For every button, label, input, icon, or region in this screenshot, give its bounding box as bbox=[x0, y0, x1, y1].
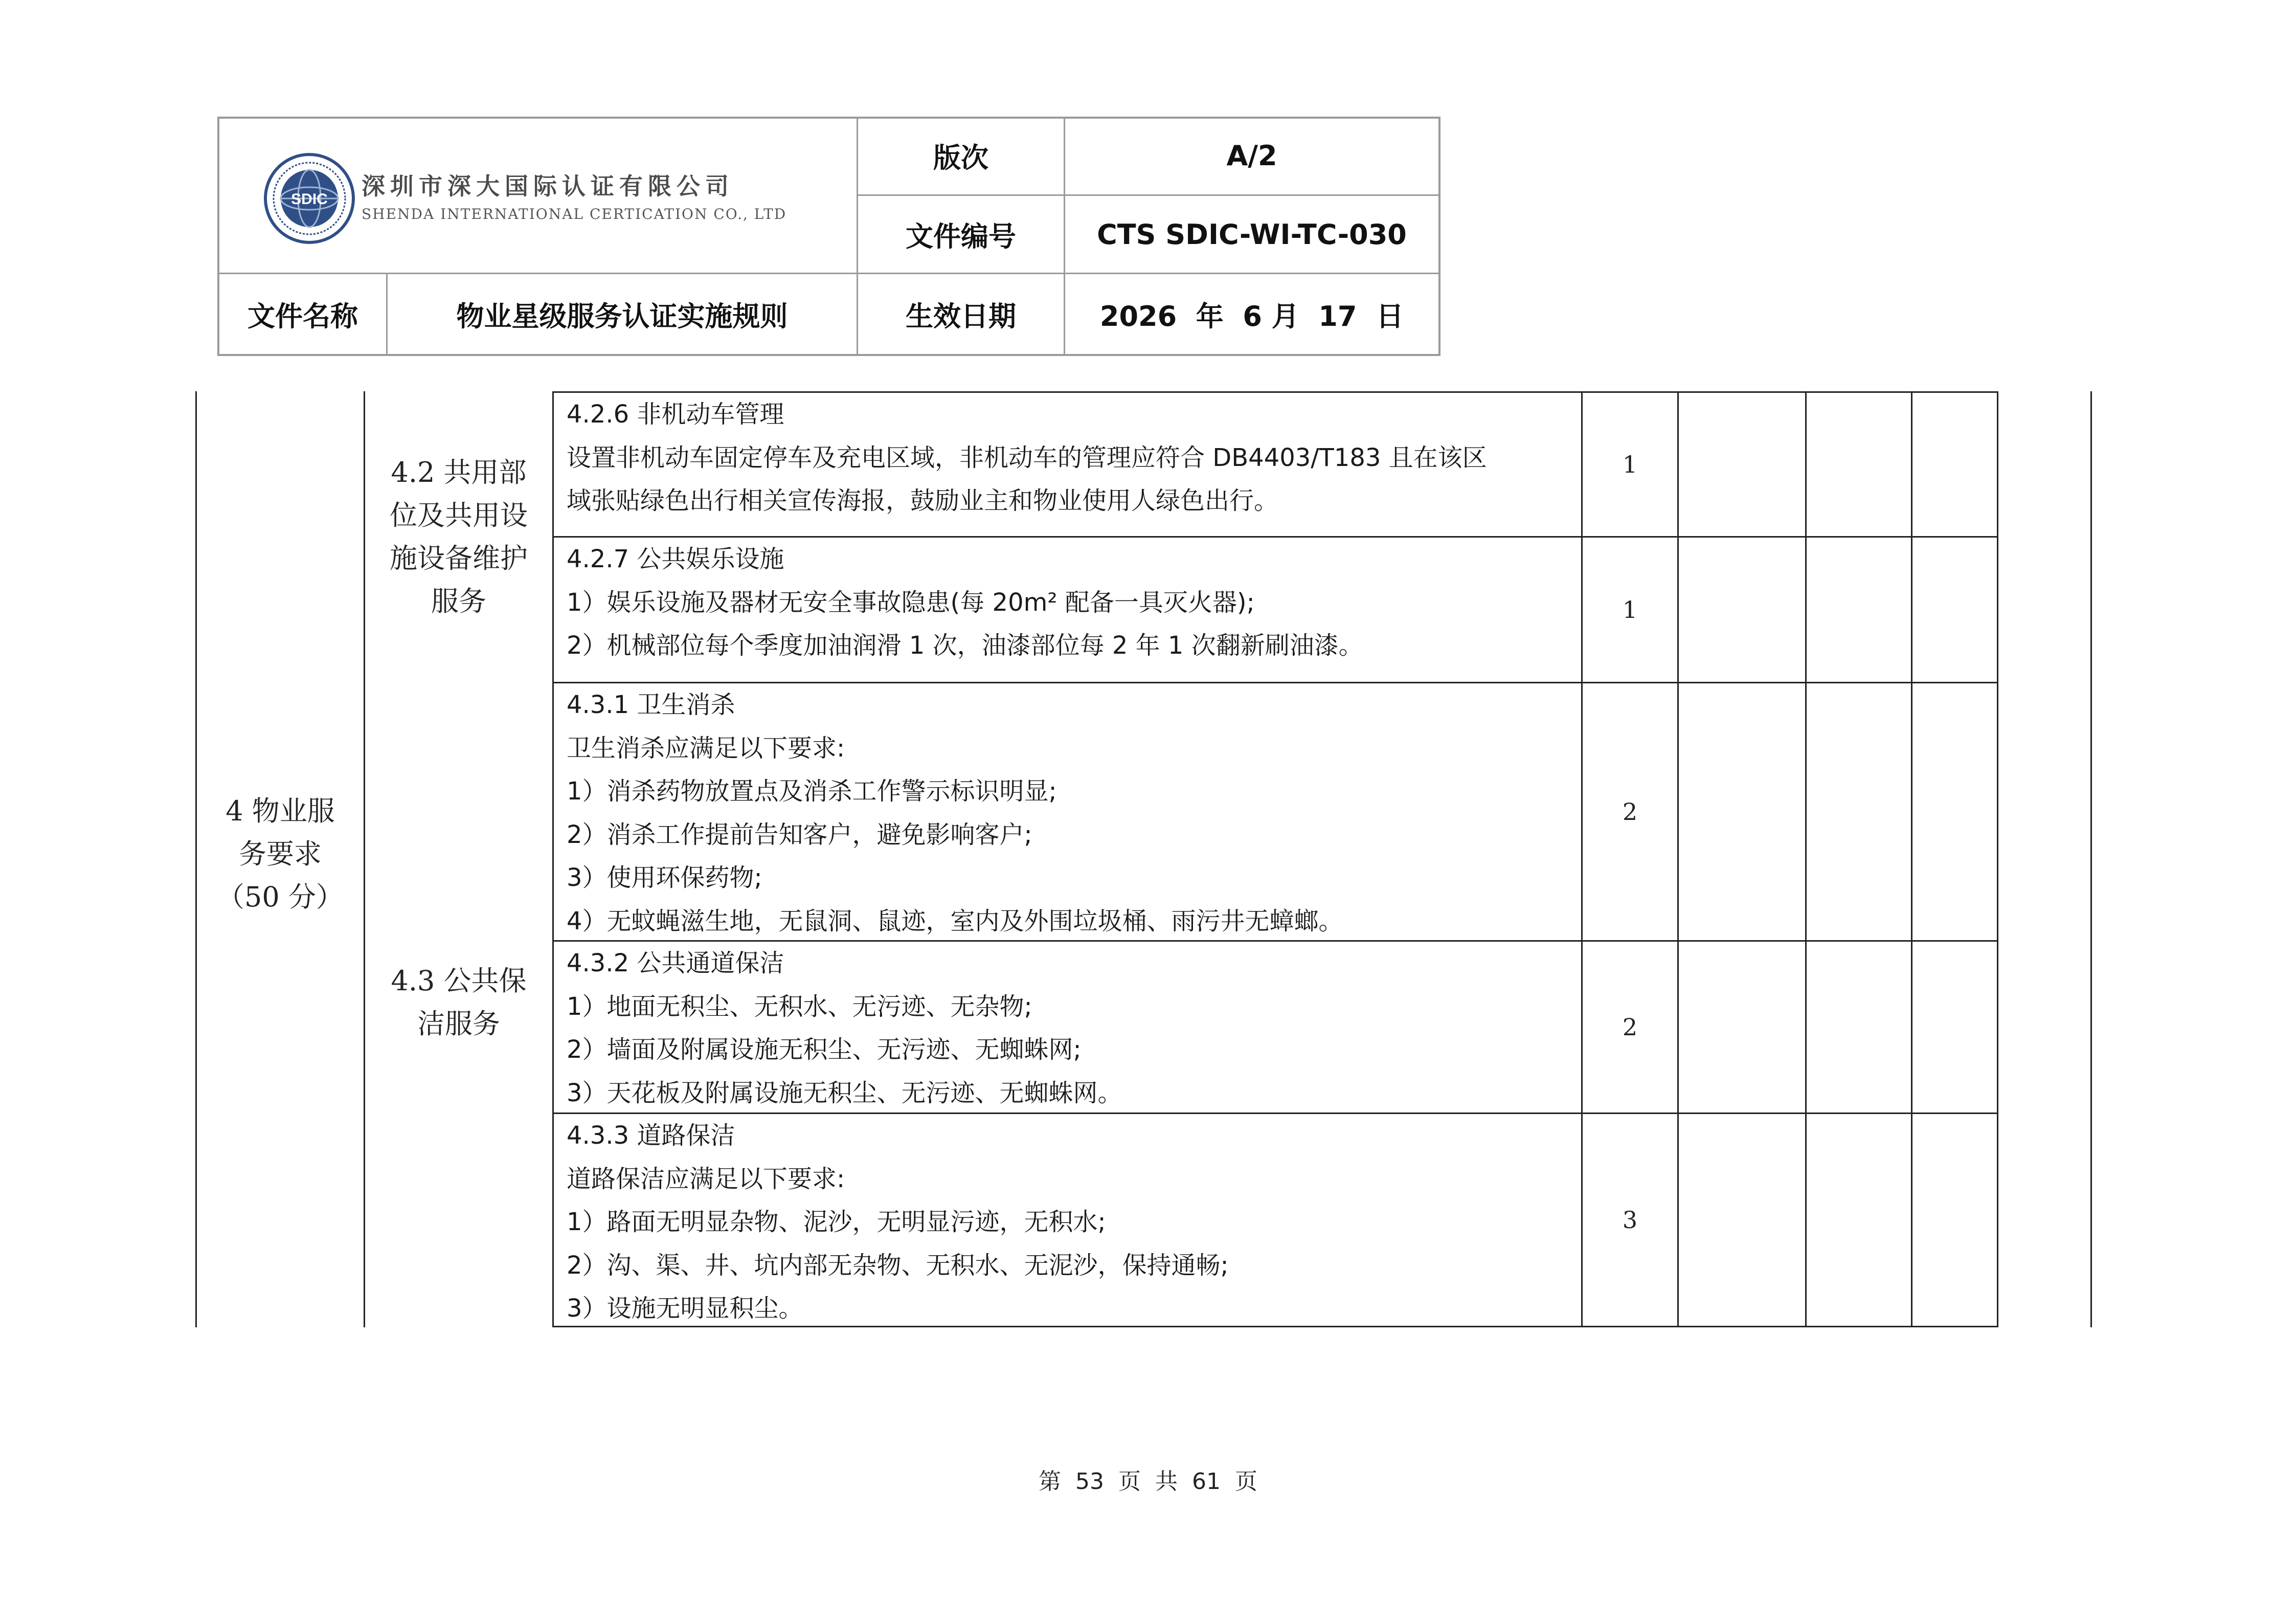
subcategory-4-3 bbox=[365, 959, 552, 1046]
item-title-4-3-3: 4.3.3 道路保洁 bbox=[567, 1121, 735, 1150]
subcategory-line: 洁服务 bbox=[417, 1008, 500, 1040]
item-text: 2）墙面及附属设施无积尘、无污迹、无蜘蛛网; bbox=[567, 1035, 1082, 1064]
header-border-right bbox=[1438, 117, 1440, 356]
score-cell: 2 bbox=[1622, 798, 1638, 826]
item-text: 1）地面无积尘、无积水、无污迹、无杂物; bbox=[567, 992, 1032, 1021]
company-logo bbox=[263, 152, 826, 244]
item-title-4-2-6: 4.2.6 非机动车管理 bbox=[567, 400, 784, 429]
score-cell: 1 bbox=[1622, 596, 1638, 624]
effective-date-label: 生效日期 bbox=[906, 300, 1016, 332]
item-text: 3）设施无明显积尘。 bbox=[567, 1294, 803, 1323]
item-text: 2）机械部位每个季度加油润滑 1 次，油漆部位每 2 年 1 次翻新刷油漆。 bbox=[567, 631, 1363, 660]
item-text: 道路保洁应满足以下要求: bbox=[567, 1164, 845, 1193]
table-row bbox=[567, 942, 1122, 1115]
table-vline-score bbox=[1677, 391, 1679, 1327]
item-text: 2）沟、渠、井、坑内部无杂物、无积水、无泥沙，保持通畅; bbox=[567, 1251, 1229, 1280]
company-name-en: SHENDA INTERNATIONAL CERTICATION CO., LTD bbox=[362, 206, 787, 223]
subcategory-line: 位及共用设 bbox=[390, 499, 528, 531]
item-text: 1）娱乐设施及器材无安全事故隐患(每 20m² 配备一具灭火器); bbox=[567, 588, 1255, 617]
item-title-4-3-2: 4.3.2 公共通道保洁 bbox=[567, 949, 784, 977]
subcategory-line: 施设备维护 bbox=[390, 542, 528, 574]
footer-suffix: 页 bbox=[1234, 1469, 1257, 1495]
item-text: 3）天花板及附属设施无积尘、无污迹、无蜘蛛网。 bbox=[567, 1078, 1122, 1107]
document-header bbox=[217, 117, 1440, 356]
effective-date-value: 2026 年 6 月 17 日 bbox=[1099, 300, 1404, 332]
subcategory-line: 4.3 公共保 bbox=[391, 965, 527, 997]
category-cell bbox=[197, 777, 364, 931]
table-row bbox=[567, 538, 1363, 668]
company-name-cn: 深圳市深大国际认证有限公司 bbox=[362, 172, 734, 200]
subcategory-line: 服务 bbox=[431, 585, 486, 617]
table-vline-content-left bbox=[552, 391, 554, 1327]
category-line: 务要求 bbox=[239, 838, 322, 870]
item-text: 卫生消杀应满足以下要求: bbox=[567, 733, 845, 763]
total-page-number: 61 bbox=[1191, 1469, 1221, 1495]
doc-number-label: 文件编号 bbox=[906, 220, 1016, 253]
footer-prefix: 第 bbox=[1039, 1469, 1061, 1495]
table-vline-col-c bbox=[1997, 391, 1998, 1327]
version-value: A/2 bbox=[1226, 139, 1277, 172]
header-border-bottom bbox=[217, 354, 1440, 356]
table-row bbox=[567, 1114, 1229, 1330]
table-row bbox=[567, 393, 1487, 523]
footer-mid: 页 共 bbox=[1118, 1469, 1178, 1495]
item-title-4-3-1: 4.3.1 卫生消杀 bbox=[567, 691, 735, 719]
item-text: 4）无蚊蝇滋生地，无鼠洞、鼠迹，室内及外围垃圾桶、雨污井无蟑螂。 bbox=[567, 906, 1343, 936]
svg-text:SDIC: SDIC bbox=[291, 191, 328, 208]
subcategory-line: 4.2 共用部 bbox=[391, 456, 527, 488]
company-seal-icon bbox=[263, 152, 355, 244]
item-text: 设置非机动车固定停车及充电区域，非机动车的管理应符合 DB4403/T183 且在该区 bbox=[567, 443, 1487, 472]
table-vline-col-a bbox=[1805, 391, 1807, 1327]
category-line: 4 物业服 bbox=[226, 795, 335, 827]
item-text: 2）消杀工作提前告知客户，避免影响客户; bbox=[567, 820, 1032, 849]
score-cell: 2 bbox=[1622, 1013, 1638, 1041]
table-vline-col-b bbox=[1911, 391, 1912, 1327]
subcategory-4-2 bbox=[365, 450, 552, 624]
item-text: 1）消杀药物放置点及消杀工作警示标识明显; bbox=[567, 777, 1057, 806]
item-title-4-2-7: 4.2.7 公共娱乐设施 bbox=[567, 545, 784, 573]
doc-number-value: CTS SDIC-WI-TC-030 bbox=[1097, 218, 1407, 251]
item-text: 1）路面无明显杂物、泥沙，无明显污迹，无积水; bbox=[567, 1208, 1106, 1236]
score-cell: 3 bbox=[1622, 1206, 1638, 1234]
item-text: 3）使用环保药物; bbox=[567, 863, 762, 892]
item-text: 域张贴绿色出行相关宣传海报，鼓励业主和物业使用人绿色出行。 bbox=[567, 486, 1279, 515]
score-cell: 1 bbox=[1622, 451, 1638, 478]
page-footer bbox=[0, 1463, 2296, 1496]
table-vline-right bbox=[2090, 391, 2092, 1327]
category-line: （50 分） bbox=[217, 881, 344, 913]
doc-name-label: 文件名称 bbox=[247, 300, 358, 332]
current-page-number: 53 bbox=[1075, 1469, 1104, 1495]
doc-name-value: 物业星级服务认证实施规则 bbox=[456, 300, 788, 332]
version-label: 版次 bbox=[933, 141, 988, 174]
table-row bbox=[567, 683, 1343, 943]
